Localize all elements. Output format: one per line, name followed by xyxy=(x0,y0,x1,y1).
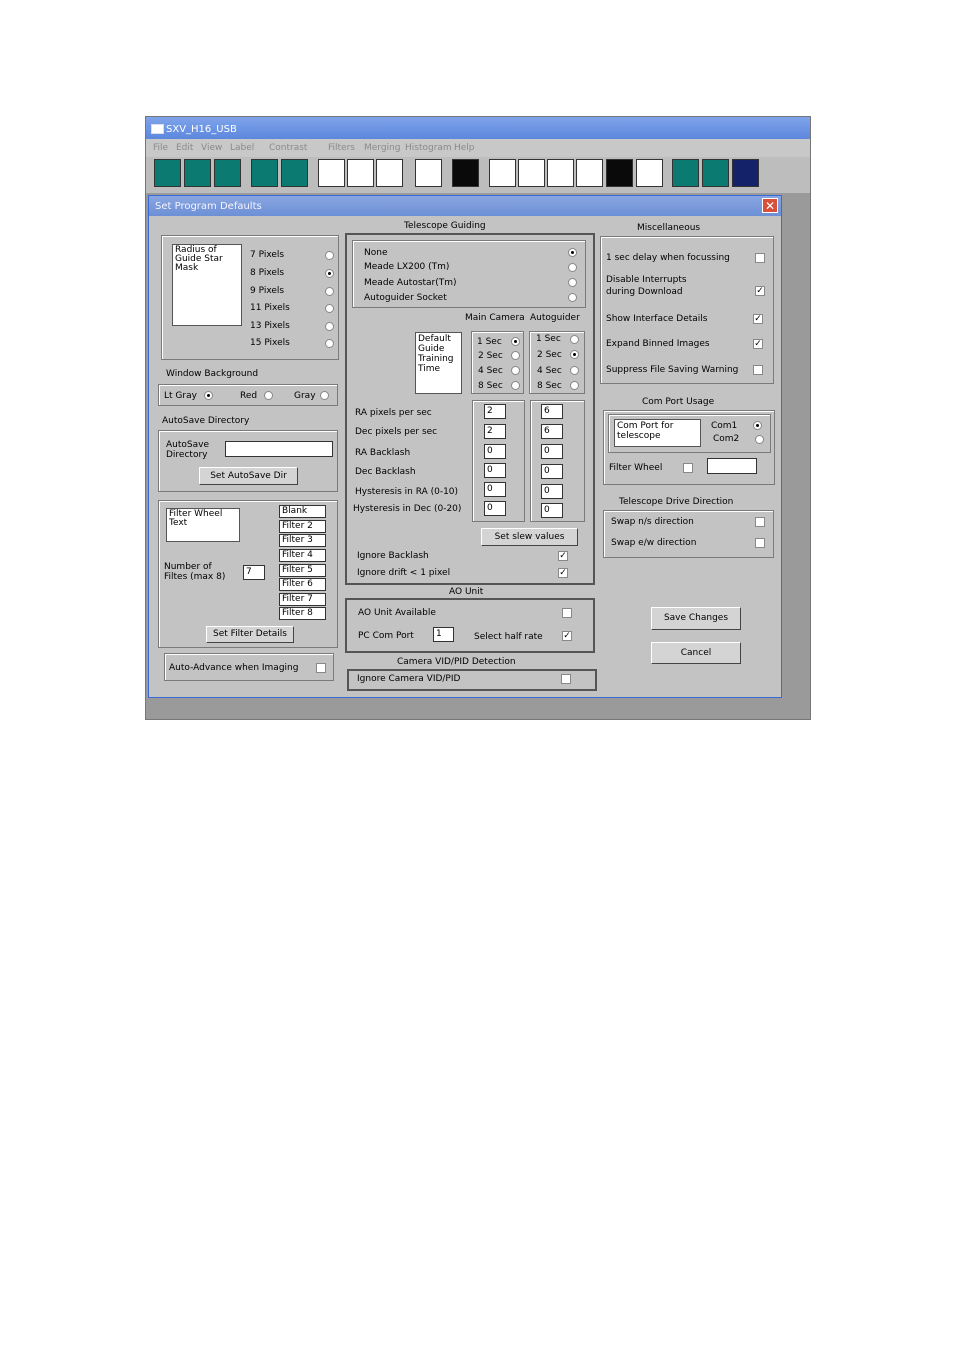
set-filter-details-button[interactable]: Set Filter Details xyxy=(206,626,294,643)
suppress-warning-label: Suppress File Saving Warning xyxy=(606,365,739,375)
auto-ra-rate-input[interactable]: 6 xyxy=(541,404,563,419)
filter-name-7[interactable]: Filter 7 xyxy=(279,593,326,606)
mask-option-9: 9 Pixels xyxy=(250,286,285,296)
interface-details-label: Show Interface Details xyxy=(606,314,708,324)
graph-icon[interactable] xyxy=(547,159,574,187)
guide-icon[interactable] xyxy=(251,159,278,187)
auto-dec-backlash-input[interactable]: 0 xyxy=(541,464,563,479)
com1-label: Com1 xyxy=(711,421,738,431)
cancel-button[interactable]: Cancel xyxy=(651,642,741,664)
filter-wheel-port-input[interactable] xyxy=(707,458,757,474)
mask-radio-13[interactable] xyxy=(325,322,334,331)
menu-merging[interactable]: Merging xyxy=(364,143,401,153)
focus-delay-checkbox[interactable] xyxy=(755,253,765,263)
set-slew-values-button[interactable]: Set slew values xyxy=(481,528,578,546)
expand-binned-label: Expand Binned Images xyxy=(606,339,710,349)
bg-red-label: Red xyxy=(240,391,258,401)
dec-rate-label: Dec pixels per sec xyxy=(355,427,438,437)
main-ra-backlash-input[interactable]: 0 xyxy=(484,444,506,459)
ao-port-input[interactable]: 1 xyxy=(433,627,454,642)
mask-option-7: 7 Pixels xyxy=(250,250,285,260)
main-camera-heading: Main Camera xyxy=(465,313,525,323)
color-merge-icon[interactable] xyxy=(702,159,729,187)
auto-hysteresis-dec-input[interactable]: 0 xyxy=(541,503,563,518)
close-button[interactable]: ✕ xyxy=(762,198,778,213)
half-rate-label: Select half rate xyxy=(474,632,543,642)
filter-wheel-label: Filter Wheel Text xyxy=(166,508,240,542)
guiding-none-label: None xyxy=(364,248,388,258)
filter-name-8[interactable]: Filter 8 xyxy=(279,607,326,620)
guiding-autostar-radio[interactable] xyxy=(568,278,577,287)
filter-name-3[interactable]: Filter 3 xyxy=(279,534,326,547)
ao-available-label: AO Unit Available xyxy=(358,608,436,618)
bg-gray-label: Gray xyxy=(294,391,316,401)
histogram-icon[interactable] xyxy=(489,159,516,187)
ra-backlash-label: RA Backlash xyxy=(355,448,411,458)
bg-ltgray-radio[interactable] xyxy=(204,391,213,400)
hysteresis-ra-label: Hysteresis in RA (0-10) xyxy=(355,487,459,497)
main-ra-rate-input[interactable]: 2 xyxy=(484,404,506,419)
main-4sec-radio[interactable] xyxy=(511,366,520,375)
menu-filters[interactable]: Filters xyxy=(328,143,355,153)
color-filter-icon[interactable] xyxy=(672,159,699,187)
crop-icon[interactable] xyxy=(318,159,345,187)
camera-sequence-icon[interactable] xyxy=(214,159,241,187)
menu-help[interactable]: Help xyxy=(454,143,475,153)
mask-option-13: 13 Pixels xyxy=(250,321,290,331)
ignore-backlash-label: Ignore Backlash xyxy=(357,551,429,561)
profile-icon[interactable] xyxy=(636,159,663,187)
filter-name-4[interactable]: Filter 4 xyxy=(279,549,326,562)
color-balance-icon[interactable] xyxy=(732,159,759,187)
main-hysteresis-ra-input[interactable]: 0 xyxy=(484,482,506,497)
dialog-title: Set Program Defaults xyxy=(155,201,262,212)
mask-radio-15[interactable] xyxy=(325,339,334,348)
menu-edit[interactable]: Edit xyxy=(176,143,194,153)
expand-binned-checkbox[interactable]: ✓ xyxy=(754,339,762,349)
auto-advance-checkbox[interactable] xyxy=(316,663,326,673)
bg-gray-radio[interactable] xyxy=(320,391,329,400)
filter-wheel-port-checkbox[interactable] xyxy=(683,463,693,473)
ao-unit-heading: AO Unit xyxy=(449,587,484,597)
auto-2sec-radio[interactable] xyxy=(570,350,579,359)
disable-interrupts-label: Disable Interrupts during Download xyxy=(606,275,687,297)
com1-radio[interactable] xyxy=(753,421,762,430)
menu-contrast[interactable]: Contrast xyxy=(269,143,308,153)
ignore-drift-label: Ignore drift < 1 pixel xyxy=(357,568,451,578)
report-icon[interactable] xyxy=(415,159,442,187)
swap-ns-label: Swap n/s direction xyxy=(611,517,694,527)
main-8sec-radio[interactable] xyxy=(511,381,520,390)
ra-rate-label: RA pixels per sec xyxy=(355,408,432,418)
app-title: SXV_H16_USB xyxy=(166,124,237,135)
filter-name-1[interactable]: Blank xyxy=(279,505,326,518)
vid-pid-heading: Camera VID/PID Detection xyxy=(397,657,516,667)
peak-icon[interactable] xyxy=(576,159,603,187)
autosave-directory-input[interactable] xyxy=(225,441,333,457)
bg-ltgray-label: Lt Gray xyxy=(164,391,197,401)
mask-radio-7[interactable] xyxy=(325,251,334,260)
mask-radio-8[interactable] xyxy=(325,269,334,278)
guiding-autostar-label: Meade Autostar(Tm) xyxy=(364,278,457,288)
swap-ew-checkbox[interactable] xyxy=(755,538,765,548)
auto-4sec-label: 4 Sec xyxy=(537,366,562,376)
auto-dec-rate-input[interactable]: 6 xyxy=(541,424,563,439)
filter-name-2[interactable]: Filter 2 xyxy=(279,520,326,533)
camera-binned-icon[interactable] xyxy=(184,159,211,187)
main-1sec-radio[interactable] xyxy=(511,337,520,346)
filter-name-6[interactable]: Filter 6 xyxy=(279,578,326,591)
menu-view[interactable]: View xyxy=(201,143,223,153)
com2-label: Com2 xyxy=(713,434,740,444)
menu-histogram[interactable]: Histogram xyxy=(405,143,452,153)
main-hysteresis-dec-input[interactable]: 0 xyxy=(484,501,506,516)
filter-count-input[interactable]: 7 xyxy=(243,565,265,580)
drive-direction-heading: Telescope Drive Direction xyxy=(619,497,734,507)
starfield-icon[interactable] xyxy=(452,159,479,187)
auto-8sec-radio[interactable] xyxy=(570,381,579,390)
window-icon xyxy=(151,124,164,134)
ignore-vid-pid-label: Ignore Camera VID/PID xyxy=(357,674,461,684)
auto-2sec-label: 2 Sec xyxy=(537,350,562,360)
half-rate-checkbox[interactable]: ✓ xyxy=(563,631,571,641)
autoguider-heading: Autoguider xyxy=(530,313,580,323)
dec-backlash-label: Dec Backlash xyxy=(355,467,416,477)
autosave-field-label: AutoSave Directory xyxy=(166,440,209,460)
filter-wheel-port-label: Filter Wheel xyxy=(609,463,663,473)
focus-delay-label: 1 sec delay when focussing xyxy=(606,253,730,263)
hysteresis-dec-label: Hysteresis in Dec (0-20) xyxy=(353,504,462,514)
autosave-heading: AutoSave Directory xyxy=(162,416,250,426)
main-2sec-label: 2 Sec xyxy=(478,351,503,361)
auto-hysteresis-ra-input[interactable]: 0 xyxy=(541,484,563,499)
guiding-lx200-radio[interactable] xyxy=(568,263,577,272)
main-2sec-radio[interactable] xyxy=(511,351,520,360)
curve-icon[interactable] xyxy=(518,159,545,187)
auto-1sec-label: 1 Sec xyxy=(536,334,561,344)
misc-heading: Miscellaneous xyxy=(637,223,701,233)
set-autosave-dir-button[interactable]: Set AutoSave Dir xyxy=(199,467,298,485)
mask-option-11: 11 Pixels xyxy=(250,303,290,313)
auto-4sec-radio[interactable] xyxy=(570,366,579,375)
telescope-guiding-heading: Telescope Guiding xyxy=(404,221,486,231)
ignore-drift-checkbox[interactable]: ✓ xyxy=(559,568,567,578)
save-changes-button[interactable]: Save Changes xyxy=(651,607,741,630)
main-1sec-label: 1 Sec xyxy=(477,337,502,347)
merge-icon[interactable] xyxy=(347,159,374,187)
main-4sec-label: 4 Sec xyxy=(478,366,503,376)
window-background-heading: Window Background xyxy=(166,369,259,379)
mask-option-8: 8 Pixels xyxy=(250,268,285,278)
mask-radio-11[interactable] xyxy=(325,304,334,313)
ao-available-checkbox[interactable] xyxy=(562,608,572,618)
auto-advance-label: Auto-Advance when Imaging xyxy=(169,663,299,673)
suppress-warning-checkbox[interactable] xyxy=(753,365,763,375)
auto-1sec-radio[interactable] xyxy=(570,335,579,344)
main-8sec-label: 8 Sec xyxy=(478,381,503,391)
bg-red-radio[interactable] xyxy=(264,391,273,400)
ignore-backlash-checkbox[interactable]: ✓ xyxy=(559,551,567,561)
planet-icon[interactable] xyxy=(606,159,633,187)
main-dec-rate-input[interactable]: 2 xyxy=(484,424,506,439)
ignore-vid-pid-checkbox[interactable] xyxy=(561,674,571,684)
training-time-label: Default Guide Training Time xyxy=(415,332,462,394)
guiding-socket-label: Autoguider Socket xyxy=(364,293,447,303)
main-dec-backlash-input[interactable]: 0 xyxy=(484,463,506,478)
guiding-lx200-label: Meade LX200 (Tm) xyxy=(364,262,450,272)
auto-8sec-label: 8 Sec xyxy=(537,381,562,391)
menu-label[interactable]: Label xyxy=(230,143,255,153)
com2-radio[interactable] xyxy=(755,435,764,444)
camera-icon[interactable] xyxy=(154,159,181,187)
com-port-label: Com Port for telescope xyxy=(614,419,701,447)
interface-details-checkbox[interactable]: ✓ xyxy=(754,314,762,324)
star-mask-label: Radius of Guide Star Mask xyxy=(172,244,242,326)
telescope-icon[interactable] xyxy=(281,159,308,187)
app-title-bar[interactable] xyxy=(146,117,810,139)
mask-option-15: 15 Pixels xyxy=(250,338,290,348)
auto-ra-backlash-input[interactable]: 0 xyxy=(541,444,563,459)
ao-unit-group xyxy=(345,598,595,653)
filter-name-5[interactable]: Filter 5 xyxy=(279,564,326,577)
filter-count-label: Number of Filtes (max 8) xyxy=(164,562,226,582)
ao-port-label: PC Com Port xyxy=(358,631,414,641)
disable-interrupts-checkbox[interactable]: ✓ xyxy=(756,286,764,296)
com-port-heading: Com Port Usage xyxy=(642,397,715,407)
swap-ew-label: Swap e/w direction xyxy=(611,538,697,548)
guiding-socket-radio[interactable] xyxy=(568,293,577,302)
guiding-none-radio[interactable] xyxy=(568,248,577,257)
measure-icon[interactable] xyxy=(376,159,403,187)
menu-file[interactable]: File xyxy=(153,143,169,153)
mask-radio-9[interactable] xyxy=(325,287,334,296)
swap-ns-checkbox[interactable] xyxy=(755,517,765,527)
